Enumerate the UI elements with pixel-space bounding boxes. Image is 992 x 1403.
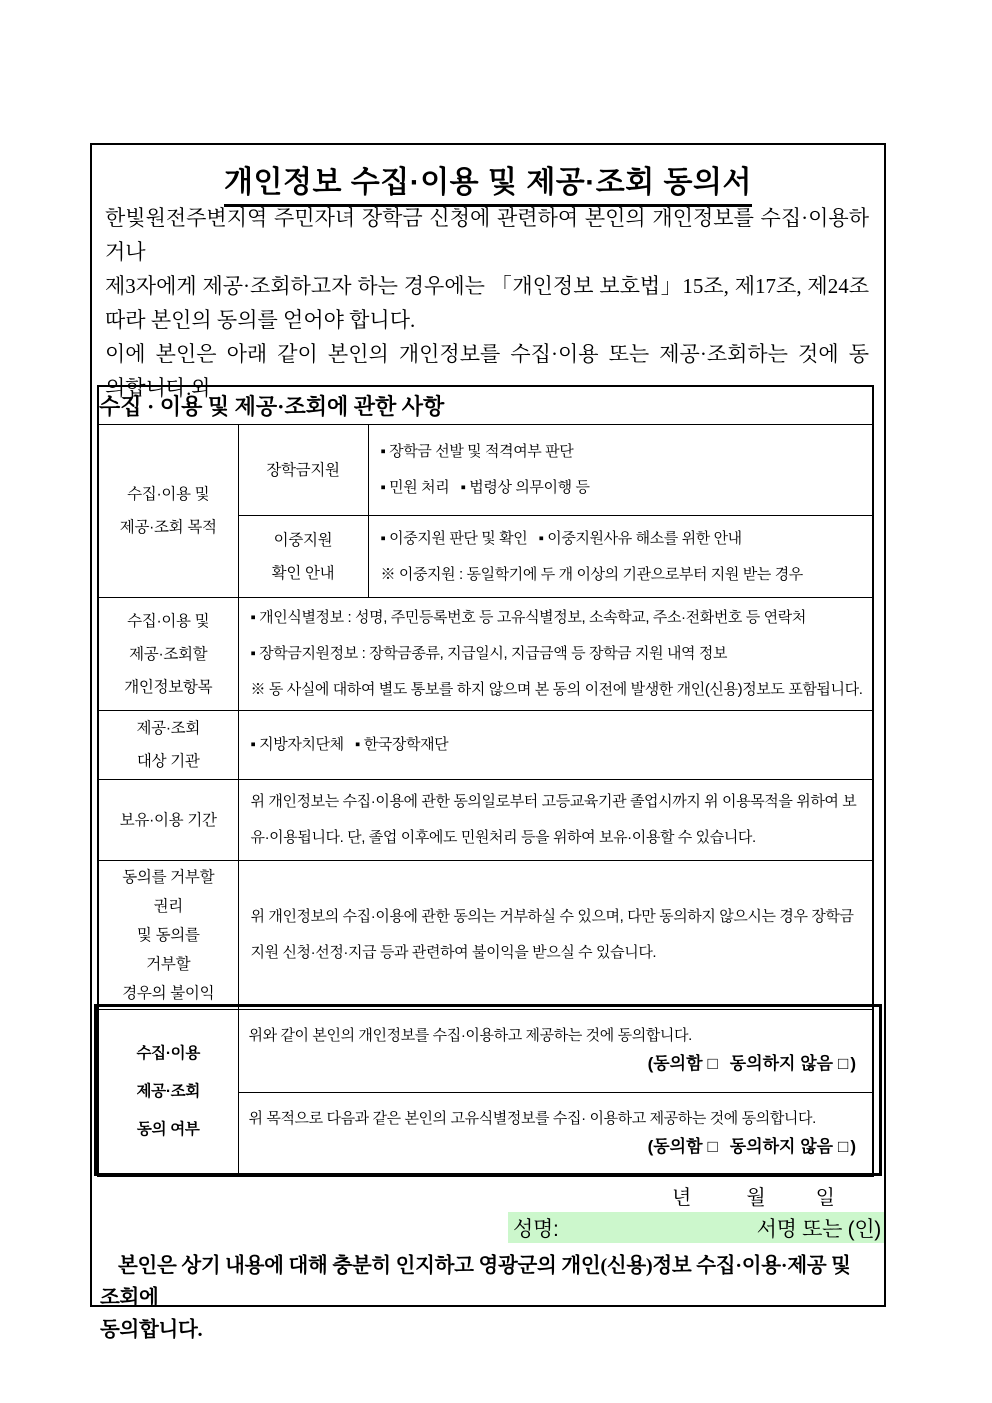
refusal-label-cell [98,861,238,1010]
duplicate-content-cell [368,516,873,598]
consent-label-line: 제공·조회 [136,1083,201,1101]
consent-info-table [97,385,874,1177]
recipients-label-line: 대상 기관 [136,753,200,770]
consent1-statement: 위와 같이 본인의 개인정보를 수집·이용하고 제공하는 것에 동의합니다. [248,1027,692,1044]
date-month-blank[interactable] [691,1184,746,1208]
date-year-label: 년 [672,1187,692,1209]
agree-label: (동의함 [647,1054,703,1073]
disagree-label: 동의하지 않음 [729,1136,834,1156]
final-note-line: 본인은 상기 내용에 대해 충분히 인지하고 영광군의 개인(신용)정보 수집·이용·제공 및 조회에 [100,1255,851,1309]
page-border [90,143,886,1341]
purpose-label-line: 수집·이용 및 [127,486,210,503]
content-line: ※ 이중지원 : 동일학기에 두 개 이상의 기관으로부터 지원 받는 경우 [380,565,803,583]
recipients-content-cell [238,711,873,780]
scholarship-content-cell [368,425,873,516]
content-line: ▪ 지방자치단체 ▪ 한국장학재단 [250,736,449,753]
content-line: ▪ 민원 처리 ▪ 법령상 의무이행 등 [380,479,590,496]
retention-label-cell [98,780,238,861]
consent2-agree-checkbox[interactable]: □ [707,1136,718,1156]
consent2-options [239,1132,873,1162]
date-day-blank[interactable] [766,1184,816,1208]
consent-row-unique-id-info [238,1093,873,1176]
duplicate-label-line: 이중지원 [273,531,333,549]
consent-label-cell [98,1010,238,1176]
items-label-cell [98,598,238,711]
purpose-label-line: 제공·조회 목적 [119,519,217,536]
consent1-options [239,1049,873,1079]
consent1-disagree-checkbox[interactable]: □ [838,1054,849,1073]
agree-label: (동의함 [647,1136,703,1156]
name-label: 성명: [513,1217,559,1241]
recipients-label-cell [98,711,238,780]
retention-text: 위 개인정보는 수집·이용에 관한 동의일로부터 고등교육기관 졸업시까지 위 이용목적을 위하여 보유·이용됩니다. 단, 졸업 이후에도 민원처리 등을 위하여 보유·이용할 수 있습니다. [250,793,857,846]
refusal-label-line: 권리 [153,897,183,915]
date-year-blank[interactable] [617,1184,672,1208]
intro-line: 한빛원전주변지역 주민자녀 장학금 신청에 관련하여 본인의 개인정보를 수집·이용하거나 [105,206,869,264]
date-month-label: 월 [746,1187,766,1209]
sign-or-seal-label: 서명 또는 (인) [756,1217,881,1241]
items-label-line: 개인정보항목 [124,678,213,696]
duplicate-subrow-label [238,516,368,598]
refusal-label-line: 동의를 거부할 [122,868,215,886]
consent-label-line: 수집·이용 [136,1045,201,1063]
items-label-line: 제공·조회할 [129,645,208,663]
items-content-cell [238,598,873,711]
options-close: ) [850,1054,856,1073]
title-row [92,157,884,207]
intro-line: 제3자에게 제공·조회하고자 하는 경우에는 「개인정보 보호법」15조, 제17조, 제24조 [105,274,869,298]
scholarship-label-line: 장학금지원 [266,461,340,479]
recipients-label-line: 제공·조회 [136,720,201,737]
items-label-line: 수집·이용 및 [127,612,210,630]
final-note [100,1250,872,1346]
disagree-label: 동의하지 않음 [729,1054,834,1073]
consent2-statement: 위 목적으로 다음과 같은 본인의 고유식별정보를 수집· 이용하고 제공하는 것에 동의합니다. [248,1109,816,1127]
intro-line: 의합니다.와 [105,376,212,400]
refusal-content-cell [238,861,873,1010]
refusal-label-line: 및 동의를 [136,926,200,944]
retention-label-line: 보유·이용 기간 [119,811,217,829]
options-close: ) [850,1136,856,1156]
content-line: ▪ 개인식별정보 : 성명, 주민등록번호 등 고유식별정보, 소속학교, 주소·전화번호 등 연락처 [250,609,806,626]
refusal-label-line: 경우의 불이익 [122,984,215,1002]
page-title: 개인정보 수집·이용 및 제공·조회 동의서 [224,157,752,207]
final-note-line: 동의합니다. [100,1319,203,1341]
retention-content-cell [238,780,873,861]
consent-label-line: 동의 여부 [136,1121,200,1139]
content-line: ▪ 이중지원 판단 및 확인 ▪ 이중지원사유 해소를 위한 안내 [380,529,742,547]
duplicate-label-line: 확인 안내 [271,564,335,582]
intro-line: 이에 본인은 아래 같이 본인의 개인정보를 수집·이용 또는 제공·조회하는 것에 동 [105,342,869,366]
consent-row-personal-info [238,1010,873,1093]
content-line: ▪ 장학금지원정보 : 장학금종류, 지급일시, 지급금액 등 장학금 지원 내역 정보 [250,645,728,662]
name-blank[interactable] [559,1212,757,1243]
refusal-label-line: 거부할 [146,955,191,973]
consent1-agree-checkbox[interactable]: □ [707,1054,718,1073]
content-line: ※ 동 사실에 대하여 별도 통보를 하지 않으며 본 동의 이전에 발생한 개인(신용)정보도 포함됩니다. [250,681,863,698]
refusal-text: 위 개인정보의 수집·이용에 관한 동의는 거부하실 수 있으며, 다만 동의하지 않으시는 경우 장학금 지원 신청·선정·지급 등과 관련하여 불이익을 받으실 수 있습니다. [250,908,854,961]
scholarship-subrow-label [238,425,368,516]
content-line: ▪ 장학금 선발 및 적격여부 판단 [380,443,574,460]
table-section-header: 수집 · 이용 및 제공·조회에 관한 사항 [98,386,873,425]
purpose-label-cell [98,425,238,598]
consent2-disagree-checkbox[interactable]: □ [838,1136,849,1156]
date-line [617,1181,835,1210]
signature-bar [508,1212,884,1243]
intro-paragraph [105,201,869,405]
date-day-label: 일 [815,1187,835,1209]
intro-line: 따라 본인의 동의를 얻어야 합니다. [105,308,416,332]
